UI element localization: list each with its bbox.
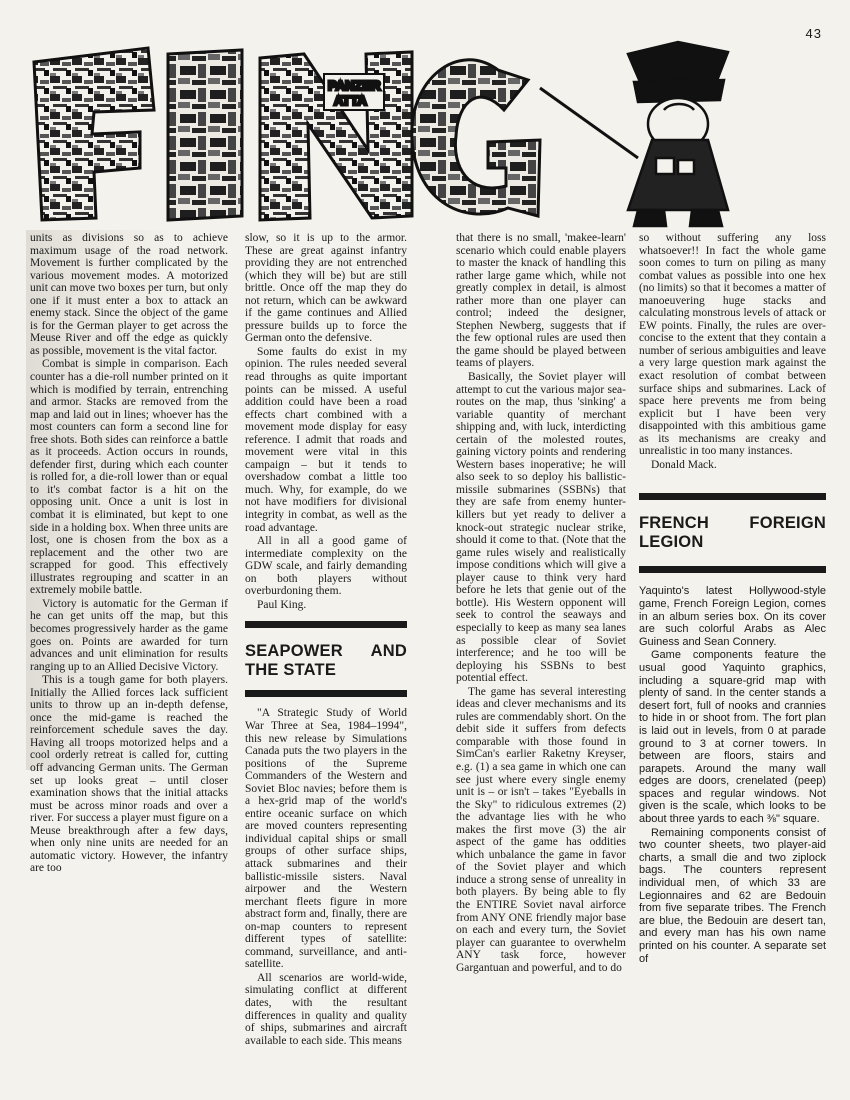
svg-text:PANZER: PANZER [328, 78, 381, 93]
text-column-2 [245, 232, 407, 1048]
paragraph: All scenarios are world-wide, simulating conflict at different dates, with the resultant differences in quality and quality of ships, submarines and aircraft available to each side. This means [245, 971, 407, 1047]
paragraph: All in all a good game of intermediate complexity on the GDW scale, and fairly demanding on both players without overburdoning them. [245, 535, 407, 598]
section-divider [245, 690, 407, 697]
text-column-1 [30, 232, 228, 876]
paragraph: that there is no small, 'makee-learn' scenario which could enable players to master the knack of handling this rather large game which, while not greatly complex in detail, is almost rather more than one player can control; indeed the designer, Stephen Newberg, suggests that if the few optional rules are used then the game should be played between teams of players. [456, 232, 626, 370]
paragraph: so without suffering any loss whatsoever!! In fact the whole game soon comes to turn on piling as many combat values as possible into one hex (no limits) so that it becomes a matter of manoeuvering huge stacks and calculating monstrous levels of attack or EW points. Finally, the rules are over-concise to the extent that they contain a number of serious ambiguities and leave a very large question mark against the exact resolution of combat between surface ships and submarines. Lack of space here prevents me from being explicit but I have been very disappointed with this ambitious game as its mechanisms are creaky and unrealistic in too many instances. [639, 232, 826, 458]
banner-illustration [28, 40, 818, 230]
paragraph: Some faults do exist in my opinion. The rules needed several read throughs as quite important points can be missed. A useful addition could have been a road effects chart combined with a movement mode display for easy reference. I admit that roads and movement were vital in this campaign – but it tends to overshadow combat a little too much. Why, for example, do we not have modifiers for divisional integrity in combat, as well as the road advantage. [245, 345, 407, 534]
paragraph: The game has several interesting ideas and clever mechanisms and its rules are commendably short. On the debit side it suffers from defects comparable with those found in SimCan's earlier Raketny Kreyser, e.g. (1) a sea game in which one can see just where every single enemy unit is – or isn't – takes "Eyeballs in the Sky" to ridiculous extremes (2) the advantage lies with he who makes the first move (3) the air aspect of the game has oddities which unbalance the game in favor of the Soviet player and which induce a strong sense of unreality in both players. By being able to fly the ENTIRE Soviet naval airforce from ANY ONE friendly major base on each and every turn, the Soviet player can guarantee to overwhelm ANY task force, however Gargantuan and powerful, and to do [456, 685, 626, 974]
paragraph: Basically, the Soviet player will attempt to cut the various major sea-routes on the map, thus 'sinking' a variable quantity of merchant shipping and, with luck, interdicting certain of the molested routes, gaining victory points and rendering Western bases inoperative; he will also seek to so deploy his ballistic-missile submarines (SSBNs) that they are safe from enemy hunter-killers but yet ready to deliver a knock-out strategic nuclear strike, should it come to that. (Note that the game rules wisely and realistically impose conditions which will give a player cause to think very hard before he lets that genie out of the bottle). His Western opponent will seek to control the seaways and especially to keep as many sea lanes as possible clear of Soviet interference; and he too will be deploying his SSBNs to best potential effect. [456, 371, 626, 685]
paragraph: "A Strategic Study of World War Three at Sea, 1984–1994", this new release by Simulations Canada puts the two players in the positions of the Supreme Commanders of the Western and Soviet Bloc navies; before them is a hex-grid map of the world's entire oceanic surface on which are moved counters representing individual capital ships or small groups of other surface ships, attack submarines and their ballistic-missile sisters. Naval airpower and the Western merchant fleets figure in more abstract form and, finally, there are on-map counters to represent different types of satellite: command, surveillance, and anti-satellite. [245, 707, 407, 971]
review-signature: Donald Mack. [651, 458, 717, 471]
page-number: 43 [805, 26, 822, 41]
section-divider [639, 566, 826, 573]
text-column-4 [639, 232, 826, 966]
paragraph: Game components feature the usual good Yaquinto graphics, including a square-grid map with plenty of sand. In the center stands a desert fort, full of nooks and crannies to hide in or shoot from. The fort plan is laid out in levels, from 0 at parade ground to 3 at corner towers. In between are floors, stairs and parapets. Around the many wall edges are doors, crenelated (peep) spaces and regular windows. Not given is the scale, which looks to be about three yards to each ⅜" square. [639, 649, 826, 826]
collage-letter-i [168, 50, 242, 220]
paragraph: This is a tough game for both players. Initially the Allied forces lack sufficient units to throw up an in-depth defense, once the mid-game is reached the reinforcement schedule saves the day. Having all troops motorized helps and a cool orderly retreat is called for, cutting off advancing German units. The German set up looks great – until closer examination shows that the initial attacks must be across minor roads and over a river. For success a player must figure on a Meuse breakthrough after a few days, when only nine units are needed for an automatic victory. However, the infantry are too [30, 674, 228, 875]
paragraph: units as divisions so as to achieve maximum usage of the road network. Movement is further complicated by the various movement modes. A motorized unit can move two boxes per turn, but only one if it must enter a box to attack an enemy stack. Since the object of the game is for the German player to get across the Meuse River and off the edge as quickly as possible, movement is the vital factor. [30, 232, 228, 357]
cartoon-soldier-icon [540, 42, 728, 226]
paragraph: Remaining components consist of two counter sheets, two player-aid charts, a small die and two ziplock bags. The counters represent individual men, of which 33 are Legionnaires and 62 are Bedouin from five separate tribes. The French are blue, the Bedouin are desert tan, and every man has his own name printed on his counter. A separate set of [639, 826, 826, 965]
section-heading: FRENCH FOREIGN LEGION [639, 514, 826, 552]
collage-letter-g [412, 60, 540, 216]
paragraph: slow, so it is up to the armor. These are great against infantry providing they are not entrenched (which they will be) but are still brittle. Once off the map they do not return, which can be awkward if the game continues and Allied pressure builds up to force the German onto the defensive. [245, 232, 407, 345]
paragraph: Yaquinto's latest Hollywood-style game, French Foreign Legion, comes in an album series box. On its cover are such colorful Arabs as Alec Guiness and Sean Connery. [639, 585, 826, 648]
svg-text:ATTA: ATTA [334, 93, 367, 108]
section-body [639, 585, 826, 965]
section-divider [639, 493, 826, 500]
paragraph: Combat is simple in comparison. Each counter has a die-roll number printed on it which is modified by terrain, entrenching and armor. Stacks are removed from the map and laid out in lines; whoever has the most counters can form a second line for free shots. Both sides can reinforce a battle as it proceeds. Action occurs in rounds, defender first, during which each counter is rolled for, a die-roll lower than or equal to it's combat factor is a hit on the opposing unit. Once a unit is lost in combat it is eliminated, but kept to one side in a holding box. When three units are lost, one is chosen from the box as a replacement and the other two are scrapped for good. This effectively illustrates regrouping and scatter in an extremely mobile battle. [30, 358, 228, 597]
review-signature: Paul King. [257, 598, 307, 611]
paragraph: Victory is automatic for the German if he can get units off the map, but this becomes progressively harder as the game goes on. Points are awarded for turn advances and unit elimination for results ranging up to an Allied Decisive Victory. [30, 597, 228, 673]
collage-letter-n [260, 52, 412, 220]
text-column-3 [456, 232, 626, 975]
collage-letter-f [34, 48, 154, 220]
section-divider [245, 621, 407, 628]
section-heading: SEAPOWER AND THE STATE [245, 642, 407, 680]
